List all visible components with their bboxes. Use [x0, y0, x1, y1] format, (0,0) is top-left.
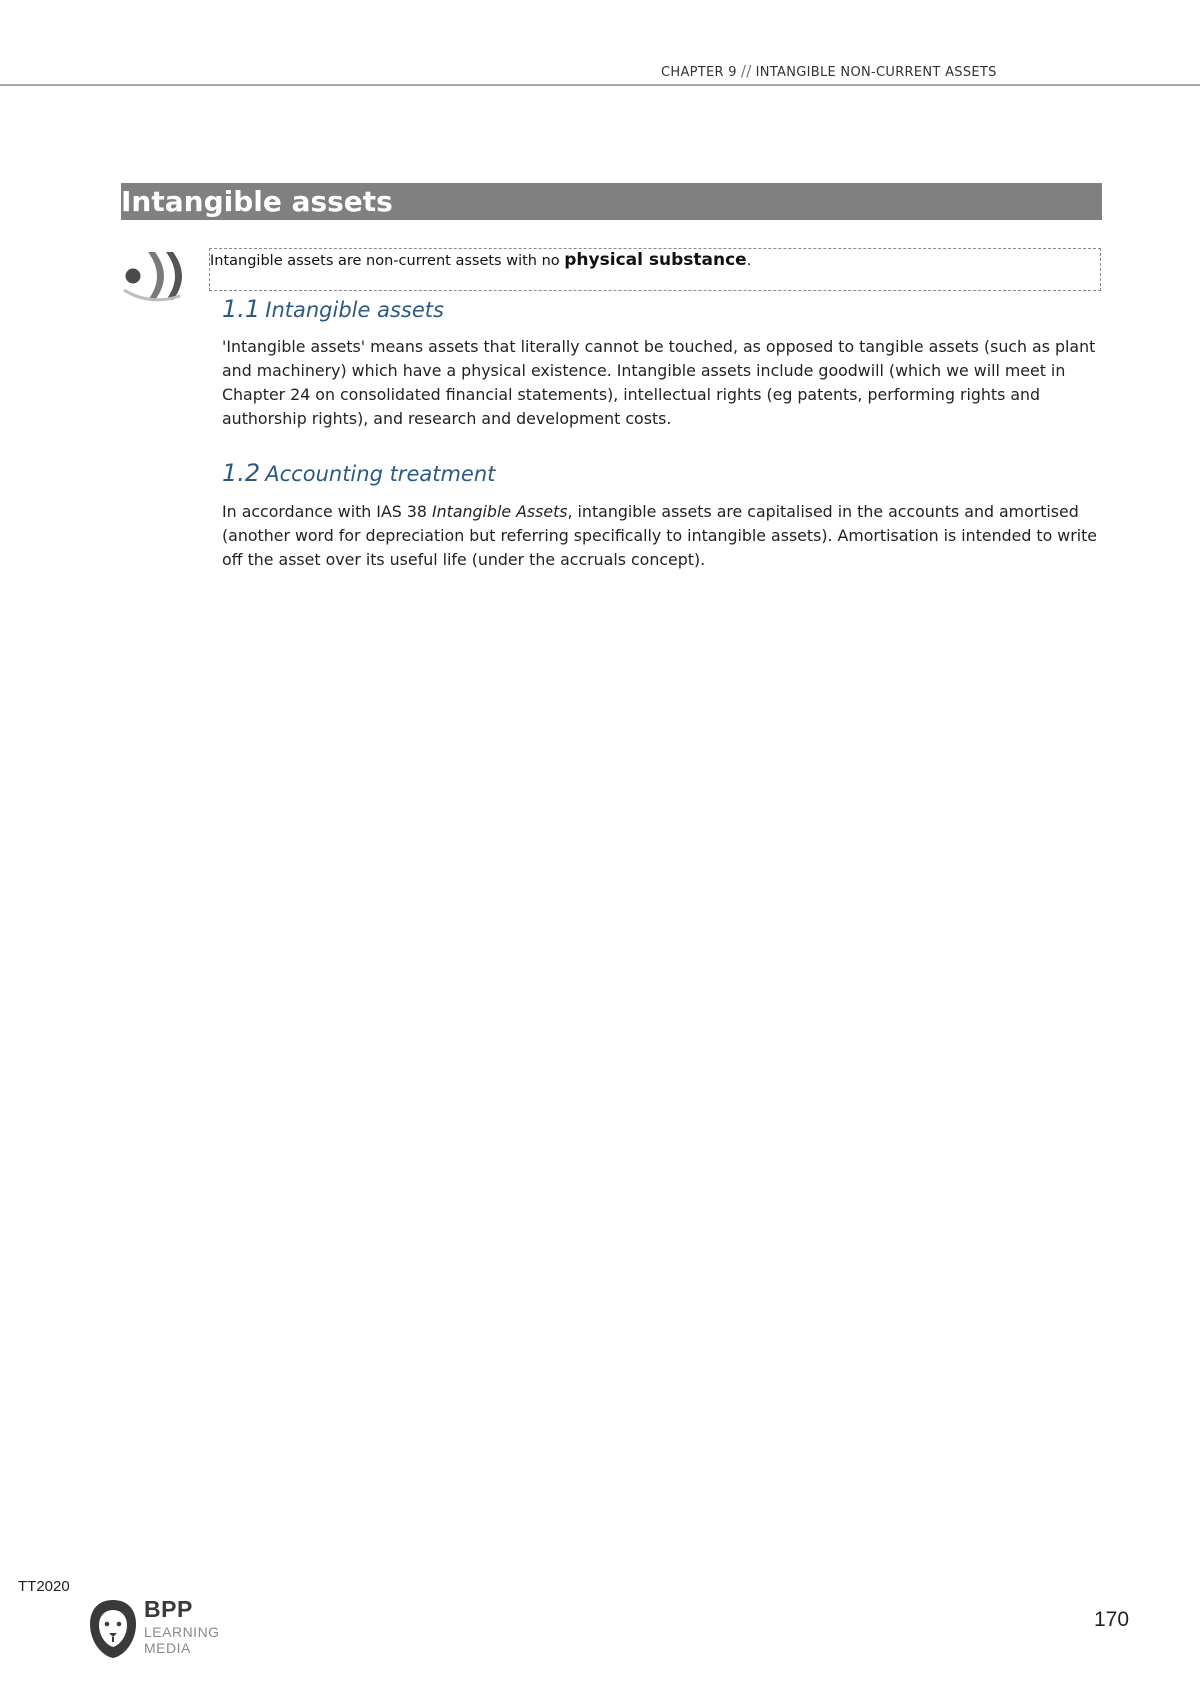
subsection-title: Accounting treatment	[265, 462, 496, 486]
lion-logo-icon	[88, 1598, 138, 1660]
definition-bold-term: physical substance	[564, 250, 747, 270]
key-term-icon	[120, 244, 192, 308]
subsection-heading-1-2	[222, 459, 495, 487]
chapter-title: INTANGIBLE NON-CURRENT ASSETS	[755, 65, 997, 80]
subsection-heading-1-1	[222, 295, 444, 323]
subsection-paragraph-1-2	[222, 500, 1102, 572]
page-number: 170	[1094, 1608, 1130, 1631]
subsection-title: Intangible assets	[265, 298, 444, 322]
running-header	[661, 62, 997, 80]
logo-line-1: LEARNING	[144, 1624, 220, 1640]
subsection-number: 1.1	[222, 295, 261, 323]
footer-code: TT2020	[18, 1578, 70, 1595]
subsection-paragraph-1-1: 'Intangible assets' means assets that literally cannot be touched, as opposed to tangible assets (such as plant and machinery) which have a physical existence. Intangible assets include goodwill (which we will meet in Chapter 24 on consolidated financial statements), intellectual rights (eg patents, performing rights and authorship rights), and research and development costs.	[222, 337, 1096, 428]
header-separator: //	[740, 62, 752, 80]
paragraph-text-start: In accordance with IAS 38	[222, 502, 432, 521]
key-term-definition	[210, 250, 751, 270]
logo-line-2: MEDIA	[144, 1640, 191, 1656]
page-header	[0, 0, 1200, 86]
chapter-label: CHAPTER 9	[661, 65, 737, 80]
definition-text-end: .	[746, 253, 752, 269]
definition-text-start: Intangible assets are non-current assets with no	[210, 253, 565, 269]
subsection-number: 1.2	[222, 459, 261, 487]
paragraph-text-end: , intangible assets are capitalised in the accounts and amortised (another word for depreciation but referring specifically to intangible assets). Amortisation is intended to write off the asset over its useful life (under the accruals concept).	[222, 502, 1098, 569]
section-title: Intangible assets	[121, 185, 393, 218]
bpp-logo	[88, 1596, 228, 1662]
key-term-box	[209, 248, 1101, 291]
section-title-bar	[121, 183, 1102, 220]
standard-name: Intangible Assets	[431, 502, 568, 521]
logo-name: BPP	[144, 1596, 193, 1622]
